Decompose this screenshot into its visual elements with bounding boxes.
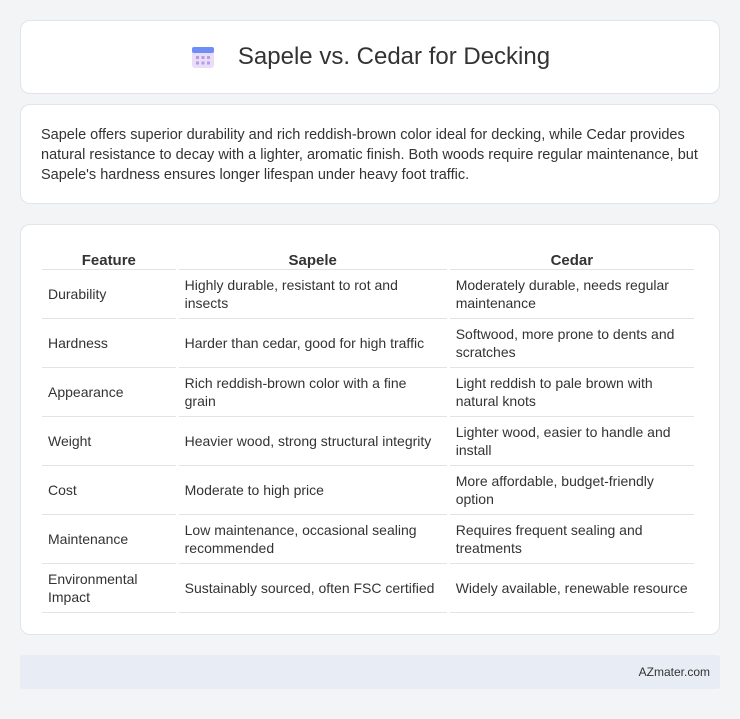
- column-header-cedar: Cedar: [450, 245, 694, 270]
- table-body: [42, 270, 694, 613]
- comparison-table: [39, 245, 697, 613]
- sapele-cell: Rich reddish-brown color with a fine grain: [179, 368, 447, 417]
- comparison-table-card: [20, 224, 720, 635]
- cedar-cell: Widely available, renewable resource: [450, 564, 694, 613]
- title-card: [20, 20, 720, 94]
- cedar-cell: Requires frequent sealing and treatments: [450, 515, 694, 564]
- feature-cell: Cost: [42, 466, 176, 515]
- cedar-cell: Lighter wood, easier to handle and install: [450, 417, 694, 466]
- table-row: [42, 466, 694, 515]
- footer-brand: AZmater.com: [638, 665, 710, 679]
- sapele-cell: Heavier wood, strong structural integrity: [179, 417, 447, 466]
- feature-cell: Appearance: [42, 368, 176, 417]
- sapele-cell: Harder than cedar, good for high traffic: [179, 319, 447, 368]
- sapele-cell: Low maintenance, occasional sealing recommended: [179, 515, 447, 564]
- footer: [20, 655, 720, 689]
- table-row: [42, 564, 694, 613]
- summary-card: [20, 104, 720, 204]
- sapele-cell: Moderate to high price: [179, 466, 447, 515]
- cedar-cell: Light reddish to pale brown with natural knots: [450, 368, 694, 417]
- feature-cell: Maintenance: [42, 515, 176, 564]
- column-header-sapele: Sapele: [179, 245, 447, 270]
- feature-cell: Durability: [42, 270, 176, 319]
- feature-cell: Weight: [42, 417, 176, 466]
- feature-cell: Hardness: [42, 319, 176, 368]
- page-title: Sapele vs. Cedar for Decking: [237, 43, 551, 70]
- table-row: [42, 368, 694, 417]
- calendar-icon: [190, 44, 216, 70]
- cedar-cell: More affordable, budget-friendly option: [450, 466, 694, 515]
- cedar-cell: Moderately durable, needs regular maintenance: [450, 270, 694, 319]
- sapele-cell: Highly durable, resistant to rot and insects: [179, 270, 447, 319]
- cedar-cell: Softwood, more prone to dents and scratches: [450, 319, 694, 368]
- table-row: [42, 270, 694, 319]
- table-header-row: [42, 245, 694, 270]
- table-row: [42, 515, 694, 564]
- summary-text: Sapele offers superior durability and rich reddish-brown color ideal for decking, while Cedar provides natural resistance to decay with a lighter, aromatic finish. Both woods require regular maintenance, but Sapele's hardness ensures longer lifespan under heavy foot traffic.: [41, 127, 698, 183]
- sapele-cell: Sustainably sourced, often FSC certified: [179, 564, 447, 613]
- column-header-feature: Feature: [42, 245, 176, 270]
- feature-cell: Environmental Impact: [42, 564, 176, 613]
- table-row: [42, 417, 694, 466]
- table-row: [42, 319, 694, 368]
